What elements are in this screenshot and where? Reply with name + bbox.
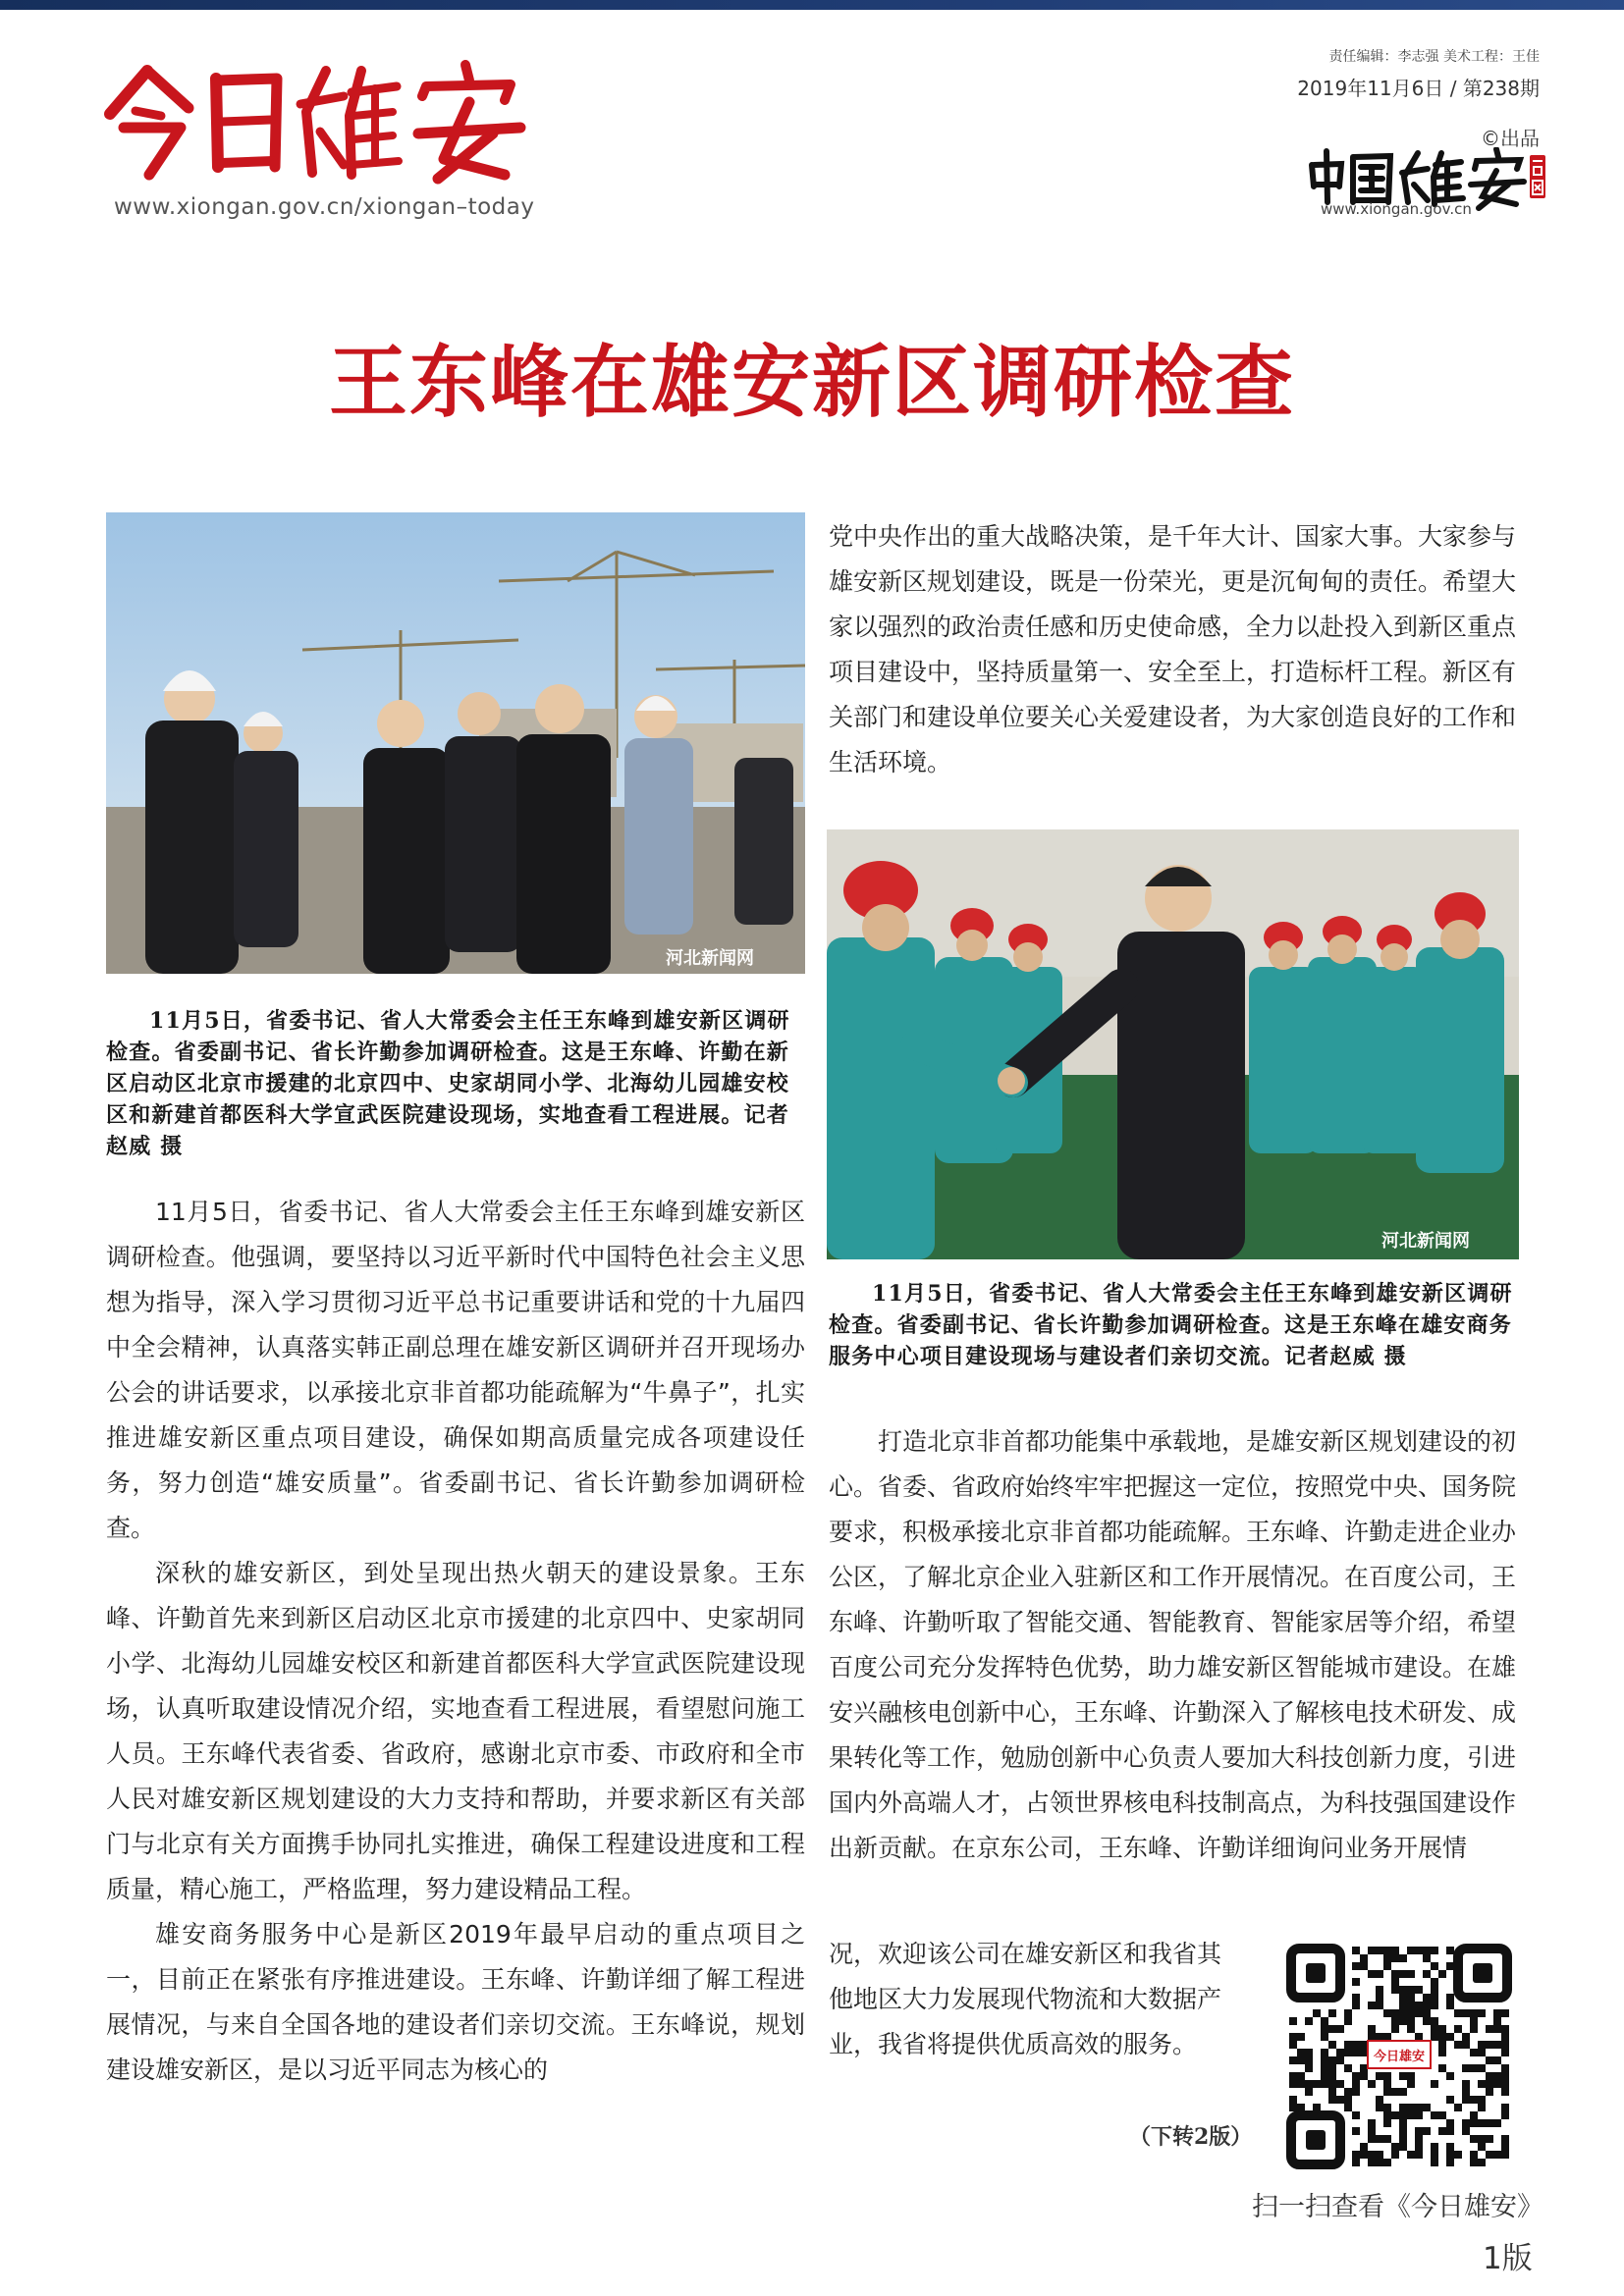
top-color-bar [0,0,1624,10]
brand-url[interactable]: www.xiongan.gov.cn [1321,200,1472,218]
paragraph: 深秋的雄安新区，到处呈现出热火朝天的建设景象。王东峰、许勤首先来到新区启动区北京市援建的北京四中、史家胡同小学、北海幼儿园雄安校区和新建首都医科大学宣武医院建设现场，认真听取建设情况介绍，实地查看工程进展，看望慰问施工人员。王东峰代表省委、省政府，感谢北京市委、市政府和全市人民对雄安新区规划建设的大力支持和帮助，并要求新区有关部门与北京有关方面携手协同扎实推进，确保工程建设进度和工程质量，精心施工，严格监理，努力建设精品工程。 [106,1559,805,1903]
photo-construction-site-inspection [106,512,805,974]
editor-credits: 责任编辑：李志强 美术工程：王佳 [1328,49,1540,65]
paragraph: 党中央作出的重大战略决策，是千年大计、国家大事。大家参与雄安新区规划建设，既是一份荣光，更是沉甸甸的责任。希望大家以强烈的政治责任感和历史使命感，全力以赴投入到新区重点项目建设中，坚持质量第一、安全至上，打造标杆工程。新区有关部门和建设单位要关心关爱建设者，为大家创造良好的工作和生活环境。 [829,522,1517,776]
headline: 王东峰在雄安新区调研检查 [329,336,1295,428]
photo2-caption: 11月5日，省委书记、省人大常委会主任王东峰到雄安新区调研检查。省委副书记、省长许勤参加调研检查。这是王东峰在雄安商务服务中心项目建设现场与建设者们亲切交流。记者赵威 摄 [829,1281,1513,1369]
article-column-right-middle [829,1419,1516,1871]
article-column-right-end [829,1932,1221,2067]
photo1-watermark: 河北新闻网 [666,948,754,969]
article-column-left [106,1190,805,2093]
photo1-caption: 11月5日，省委书记、省人大常委会主任王东峰到雄安新区调研检查。省委副书记、省长许勤参加调研检查。这是王东峰、许勤在新区启动区北京市援建的北京四中、史家胡同小学、北海幼儿园雄安校区和新建首都医科大学宣武医院建设现场，实地查看工程进展。记者赵威 摄 [106,1008,790,1159]
page-number: 1版 [1483,2241,1533,2276]
paragraph: 打造北京非首都功能集中承载地，是雄安新区规划建设的初心。省委、省政府始终牢牢把握这一定位，按照党中央、国务院要求，积极承接北京非首都功能疏解。王东峰、许勤走进企业办公区，了解北京企业入驻新区和工作开展情况。在百度公司，王东峰、许勤听取了智能交通、智能教育、智能家居等介绍，希望百度公司充分发挥特色优势，助力雄安新区智能城市建设。在雄安兴融核电创新中心，王东峰、许勤深入了解核电技术研发、成果转化等工作，勉励创新中心负责人要加大科技创新力度，引进国内外高端人才，占领世界核电科技制高点，为科技强国建设作出新贡献。在京东公司，王东峰、许勤详细询问业务开展情 [829,1427,1517,1862]
masthead-url[interactable]: www.xiongan.gov.cn/xiongan–today [114,194,535,220]
photo-handshake-with-workers [827,829,1519,1259]
continued-note: （下转2版） [1129,2124,1253,2150]
issue-date-number: 2019年11月6日 / 第238期 [1297,77,1540,100]
article-column-right-top [829,514,1516,785]
photo2-watermark: 河北新闻网 [1381,1231,1470,1252]
paragraph: 11月5日，省委书记、省人大常委会主任王东峰到雄安新区调研检查。他强调，要坚持以习近平新时代中国特色社会主义思想为指导，深入学习贯彻习近平总书记重要讲话和党的十九届四中全会精神，认真落实韩正副总理在雄安新区调研并召开现场办公会的讲话要求，以承接北京非首都功能疏解为“牛鼻子”，扎实推进雄安新区重点项目建设，确保如期高质量完成各项建设任务，努力创造“雄安质量”。省委副书记、省长许勤参加调研检查。 [106,1198,805,1542]
qr-label: 扫一扫查看《今日雄安》 [1252,2192,1543,2222]
paragraph: 况，欢迎该公司在雄安新区和我省其他地区大力发展现代物流和大数据产业，我省将提供优质高效的服务。 [829,1940,1222,2058]
qr-code[interactable] [1281,1939,1517,2174]
paragraph: 雄安商务服务中心是新区2019年最早启动的重点项目之一，目前正在紧张有序推进建设。王东峰、许勤详细了解工程进展情况，与来自全国各地的建设者们亲切交流。王东峰说，规划建设雄安新区，是以习近平同志为核心的 [106,1920,805,2084]
masthead-logo [98,57,530,185]
qr-center-text: 今日雄安 [1373,2050,1426,2064]
producer-label: ©出品 [1481,127,1540,150]
